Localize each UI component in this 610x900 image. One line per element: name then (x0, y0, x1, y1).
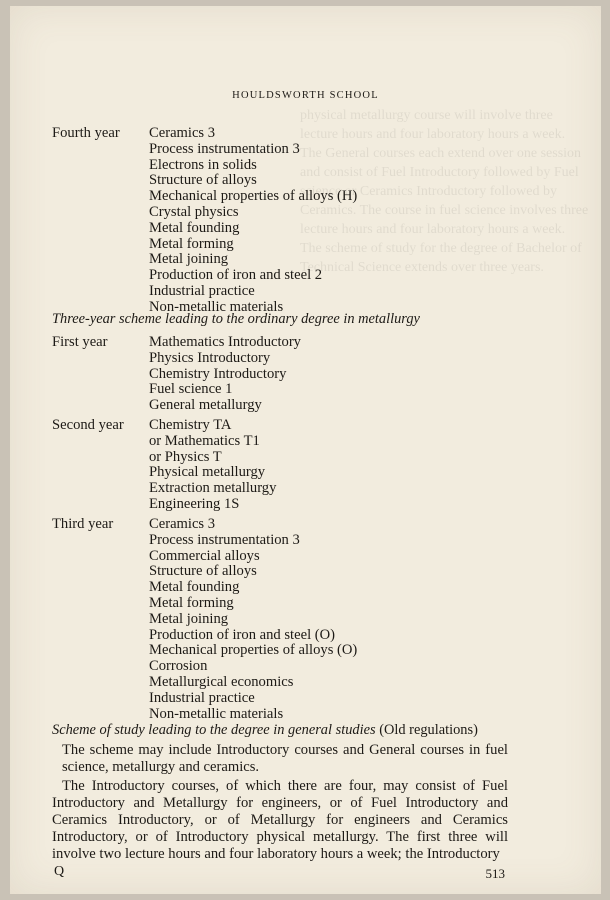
course-item: Metal joining (149, 610, 229, 627)
course-item: Electrons in solids (149, 156, 257, 173)
course-item: Chemistry TA (149, 417, 232, 433)
course-item: Industrial practice (149, 689, 255, 706)
course-item: General metallurgy (149, 397, 262, 414)
course-item: Fuel science 1 (149, 381, 233, 398)
first-year-block (52, 335, 301, 414)
signature-mark: Q (54, 864, 65, 879)
course-item: Industrial practice (149, 282, 255, 299)
second-year-block (52, 418, 276, 513)
course-item: Non-metallic materials (149, 298, 284, 315)
course-item: Corrosion (149, 658, 208, 675)
course-item: Metal joining (149, 251, 229, 268)
fourth-year-label: Fourth year (52, 125, 120, 141)
course-item: Production of iron and steel 2 (149, 267, 323, 284)
show-through-text: physical metallurgy course will involve three lecture hours and four laboratory hours a week. The General courses each extend over one session and consist of Fuel Introductory followed by Fuel science or Ceramics Introductory followed by Ceramics. The course in fuel science involves three lecture hours and four laboratory hours a week. The scheme of study for the degree of Bachelor of Technical Science extends over three years. (300, 108, 589, 275)
course-item: Non-metallic materials (149, 705, 284, 722)
course-item: Metal founding (149, 219, 240, 236)
course-item: Process instrumentation 3 (149, 531, 300, 548)
third-year-block (52, 517, 357, 722)
general-heading-italic: Scheme of study leading to the degree in general studies (52, 722, 376, 738)
paragraph-introductory: The Introductory courses, of which there are four, may consist of Fuel Introductory and Metallurgy for engineers, or of Fuel Introductory and Ceramics Introductory, or of Metallurgy for engineers and Ceramics Introductory, or of Introductory physical metallurgy. The first three will involve two lecture hours and four laboratory hours a week; the Introductory (52, 778, 508, 862)
running-header: HOULDSWORTH SCHOOL (232, 90, 379, 101)
course-item: Process instrumentation 3 (149, 140, 300, 157)
document-page (10, 6, 601, 894)
third-year-label: Third year (52, 516, 114, 532)
course-item: Chemistry Introductory (149, 365, 287, 382)
course-item: or Physics T (149, 448, 222, 465)
general-studies-heading (52, 722, 478, 739)
course-item: Structure of alloys (149, 563, 257, 580)
course-item: Production of iron and steel (O) (149, 626, 336, 643)
course-item: Commercial alloys (149, 547, 260, 564)
course-item: Extraction metallurgy (149, 480, 277, 497)
course-item: Ceramics 3 (149, 125, 216, 141)
second-year-label: Second year (52, 417, 124, 433)
course-item: Mathematics Introductory (149, 334, 301, 350)
three-year-heading: Three-year scheme leading to the ordinary degree in metallurgy (52, 311, 420, 327)
course-item: or Mathematics T1 (149, 432, 260, 449)
course-item: Metal founding (149, 579, 240, 596)
general-heading-upright: (Old regulations) (379, 722, 478, 738)
course-item: Mechanical properties of alloys (H) (149, 188, 358, 205)
course-item: Metallurgical economics (149, 673, 294, 690)
course-item: Mechanical properties of alloys (O) (149, 642, 358, 659)
course-item: Physical metallurgy (149, 464, 266, 481)
course-item: Metal forming (149, 235, 234, 252)
course-item: Metal forming (149, 594, 234, 611)
course-item: Structure of alloys (149, 172, 257, 189)
course-item: Crystal physics (149, 203, 239, 220)
course-item: Ceramics 3 (149, 516, 216, 532)
course-item: Engineering 1S (149, 495, 240, 512)
first-year-label: First year (52, 334, 108, 350)
paragraph-scheme: The scheme may include Introductory courses and General courses in fuel science, metallurgy and ceramics. (62, 742, 508, 775)
page-number: 513 (485, 866, 505, 881)
fourth-year-block (52, 126, 357, 316)
course-item: Physics Introductory (149, 349, 271, 366)
